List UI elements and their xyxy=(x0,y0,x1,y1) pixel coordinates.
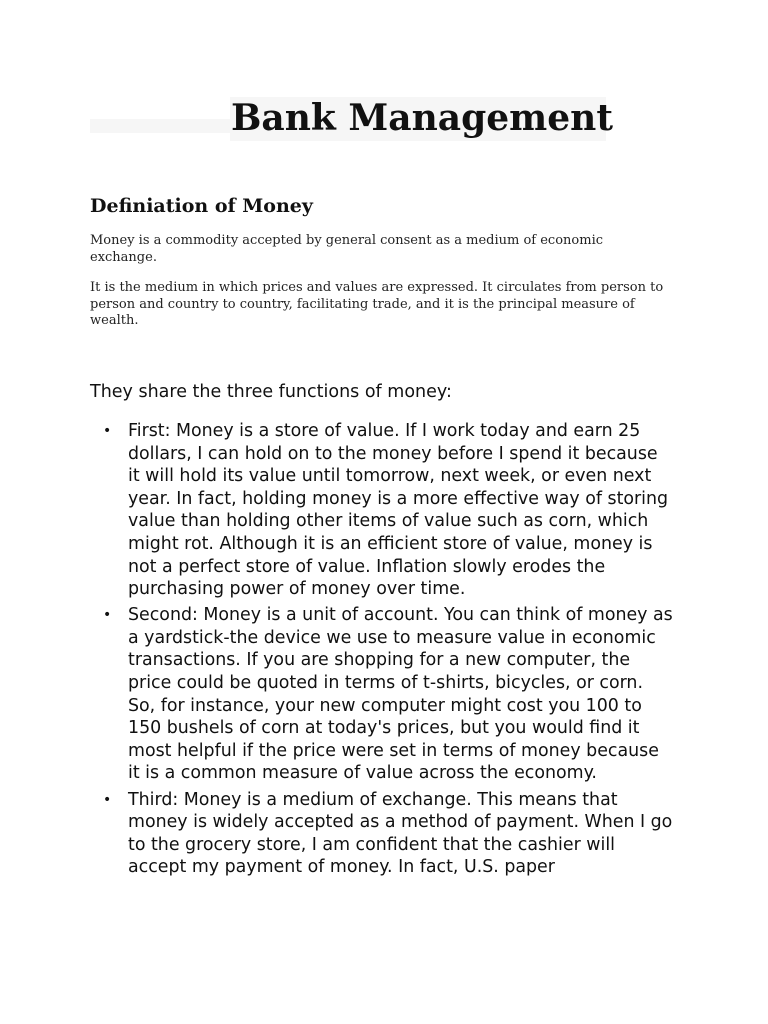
functions-intro: They share the three functions of money: xyxy=(90,382,452,402)
bullet-icon: • xyxy=(103,791,112,808)
bullet-icon: • xyxy=(103,607,112,624)
list-item-medium-of-exchange xyxy=(90,789,673,879)
definition-paragraph-1: Money is a commodity accepted by general consent as a medium of economic exchange. xyxy=(90,233,604,265)
bullet-icon: • xyxy=(103,423,112,439)
list-item-text: Second: Money is a unit of account. You can think of money as a yardstick-the device we use to measure value in economic transactions. If you are shopping for a new computer, the price could be quoted in terms of t-shirts, bicycles, or corn. So, for instance, your new computer might cost you 100 to 150 bushels of corn at today's prices, but you would find it most helpful if the price were set in terms of money because it is a common measure of value across the economy. xyxy=(128,605,673,784)
list-item-text: Third: Money is a medium of exchange. This means that money is widely accepted as a method of payment. When I go to the grocery store, I am confident that the cashier will accept my payment of money. In fact, U.S. paper xyxy=(128,789,673,878)
functions-list xyxy=(90,420,690,882)
list-item-text: First: Money is a store of value. If I work today and earn 25 dollars, I can hold on to the money before I spend it because it will hold its value until tomorrow, next week, or even next year. In fact, holding money is a more effective way of storing value than holding other items of value such as corn, which might rot. Although it is an efficient store of value, money is not a perfect store of value. Inflation slowly erodes the purchasing power of money over time. xyxy=(128,421,669,600)
document-title: Bank Management xyxy=(231,97,613,139)
list-item-store-of-value xyxy=(90,420,673,601)
title-highlight-left xyxy=(90,119,230,133)
list-item-unit-of-account xyxy=(90,604,673,785)
definition-paragraph-2: It is the medium in which prices and values are expressed. It circulates from person to person and country to country, facilitating trade, and it is the principal measure of wealth. xyxy=(90,280,664,328)
section-heading: Definiation of Money xyxy=(90,195,313,217)
